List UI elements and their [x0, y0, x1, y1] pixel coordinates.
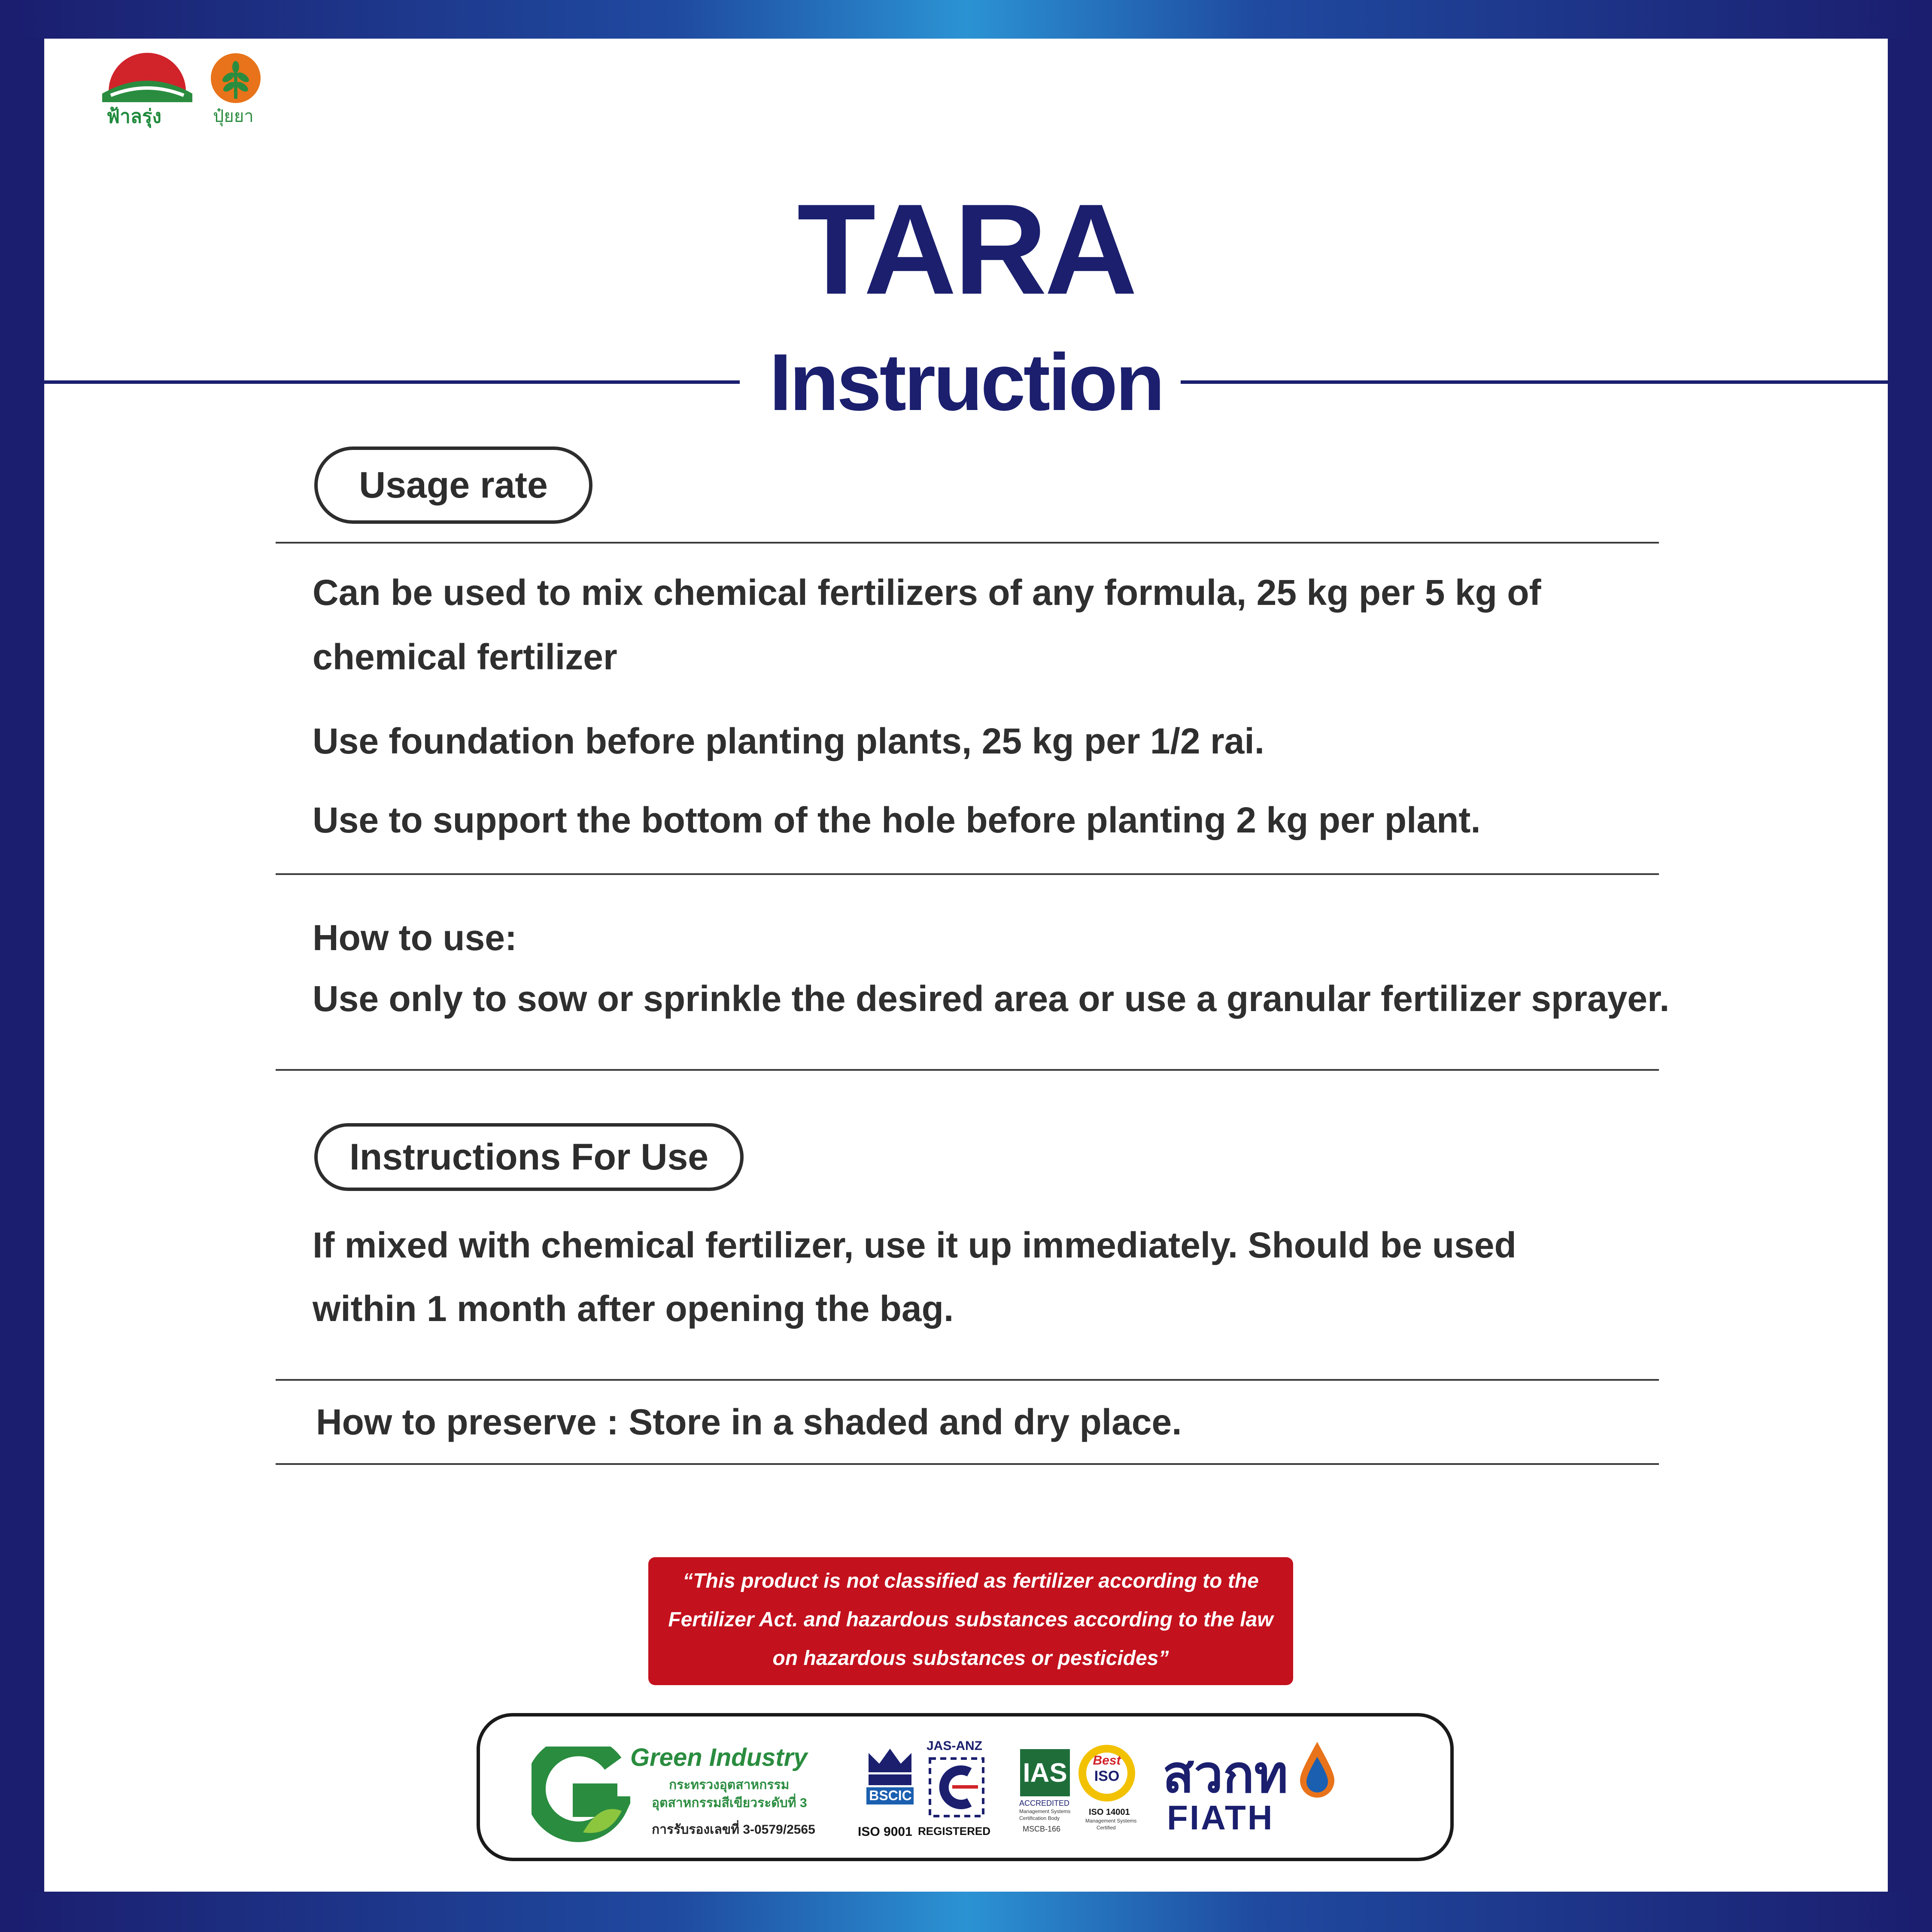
- bscic-sub: ISO 9001: [858, 1825, 912, 1839]
- ias-sub-3: Certification Body: [1019, 1815, 1060, 1821]
- disclaimer-line-3: on hazardous substances or pesticides”: [772, 1647, 1169, 1670]
- disclaimer-line-1: “This product is not classified as fertilizer according to the: [683, 1570, 1259, 1592]
- usage-rate-line-2: chemical fertilizer: [313, 637, 617, 677]
- brand-logo-text: ฟ้าลรุ่ง: [106, 106, 161, 127]
- instructions-line-2: within 1 month after opening the bag.: [313, 1288, 954, 1329]
- best-iso-label: Best: [1093, 1753, 1121, 1768]
- divider: [276, 873, 1659, 875]
- brand-logo-plant: [208, 52, 268, 125]
- instructions-for-use-label: Instructions For Use: [314, 1123, 744, 1191]
- divider: [276, 1379, 1659, 1381]
- fiath-drop-icon: [1296, 1740, 1339, 1800]
- page-title: TARA: [797, 177, 1135, 321]
- jasanz-label: JAS-ANZ: [927, 1739, 983, 1753]
- disclaimer-box: [648, 1557, 1293, 1685]
- jasanz-c-icon: [927, 1755, 987, 1820]
- green-industry-line-1: กระทรวงอุตสาหกรรม: [669, 1778, 790, 1792]
- instructions-line-1: If mixed with chemical fertilizer, use it up immediately. Should be used: [313, 1225, 1516, 1265]
- green-industry-title: Green Industry: [630, 1744, 808, 1771]
- bscic-label: BSCIC: [869, 1788, 912, 1803]
- fiath-latin-text: FIATH: [1167, 1798, 1274, 1837]
- usage-rate-label: Usage rate: [314, 447, 592, 524]
- green-industry-line-3: การรับรองเลขที่ 3-0579/2565: [652, 1823, 815, 1837]
- usage-rate-line-1: Can be used to mix chemical fertilizers of any formula, 25 kg per 5 kg of: [313, 572, 1541, 613]
- how-to-use-text: Use only to sow or sprinkle the desired area or use a granular fertilizer sprayer.: [313, 978, 1670, 1019]
- ias-sub-2: Management Systems: [1019, 1808, 1071, 1814]
- usage-rate-line-4: Use to support the bottom of the hole before planting 2 kg per plant.: [313, 800, 1481, 840]
- disclaimer-line-2: Fertilizer Act. and hazardous substances according to the law: [668, 1608, 1273, 1631]
- best-iso-sub: ISO 14001: [1089, 1807, 1130, 1817]
- ias-sub-4: MSCB-166: [1023, 1825, 1061, 1833]
- how-to-use-label: How to use:: [313, 917, 517, 958]
- page-subtitle: Instruction: [769, 337, 1163, 427]
- ias-sub-1: ACCREDITED: [1019, 1799, 1070, 1807]
- fiath-thai-text: สวกท: [1163, 1746, 1288, 1803]
- ias-label: IAS: [1020, 1749, 1070, 1796]
- best-iso-sub-3: Certified: [1097, 1825, 1116, 1831]
- divider: [276, 542, 1659, 544]
- plant-icon: [208, 52, 264, 103]
- divider: [276, 1463, 1659, 1465]
- green-industry-line-2: อุตสาหกรรมสีเขียวระดับที่ 3: [652, 1796, 807, 1810]
- divider: [276, 1069, 1659, 1071]
- certification-bar: [477, 1713, 1454, 1861]
- sun-hill-icon: [102, 51, 192, 102]
- preserve-text: How to preserve : Store in a shaded and dry place.: [316, 1402, 1182, 1442]
- usage-rate-line-3: Use foundation before planting plants, 25 kg per 1/2 rai.: [313, 721, 1265, 761]
- green-industry-icon: [532, 1747, 630, 1845]
- best-iso-sub-2: Management Systems: [1085, 1818, 1137, 1824]
- brand-logo-sun: [102, 51, 192, 127]
- brand-logo-plant-text: ปุ๋ยยา: [213, 107, 254, 126]
- best-iso-label-2: ISO: [1094, 1768, 1120, 1784]
- jasanz-sub: REGISTERED: [918, 1825, 991, 1838]
